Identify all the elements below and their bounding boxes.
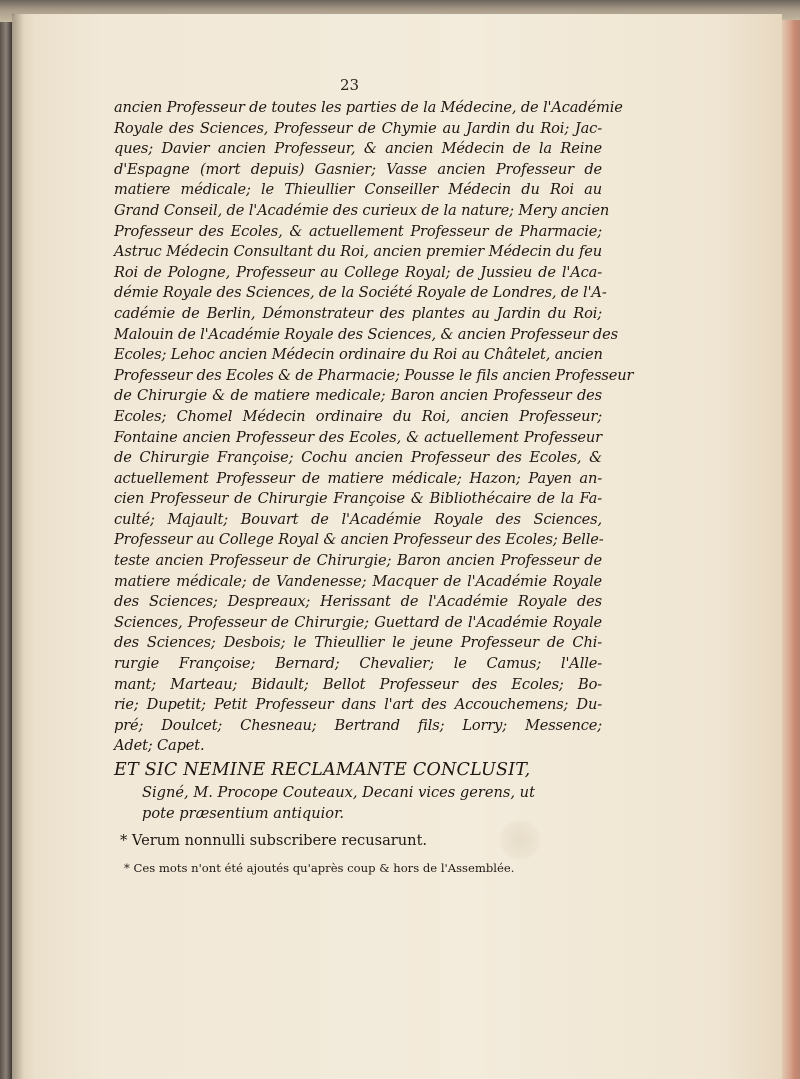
text-line: de Chirurgie & de matiere medicale; Baron ancien Professeur des <box>114 387 602 405</box>
text-line: des Sciences; Despreaux; Herissant de l'Académie Royale des <box>114 593 602 611</box>
body-text <box>114 98 634 757</box>
text-line: Roi de Pologne, Professeur au College Royal; de Jussieu de l'Aca- <box>114 263 602 281</box>
conclusion-heading: ET SIC NEMINE RECLAMANTE CONCLUSIT, <box>114 760 531 780</box>
footnote-primary: * Verum nonnulli subscribere recusarunt. <box>120 832 428 849</box>
text-line: cadémie de Berlin, Démonstrateur des plantes au Jardin du Roi; <box>114 304 602 322</box>
text-line: matiere médicale; le Thieullier Conseiller Médecin du Roi au <box>114 181 602 199</box>
text-line: mant; Marteau; Bidault; Bellot Professeur des Ecoles; Bo- <box>114 675 602 693</box>
book-gutter-shadow <box>12 14 24 1079</box>
text-line: ques; Davier ancien Professeur, & ancien Médecin de la Reine <box>114 140 602 158</box>
text-line: Professeur au College Royal & ancien Professeur des Ecoles; Belle- <box>114 531 604 549</box>
text-line: Astruc Médecin Consultant du Roi, ancien premier Médecin du feu <box>114 243 602 261</box>
signature-line: Signé, M. Procope Couteaux, Decani vices gerens, ut <box>142 784 535 801</box>
text-line: rie; Dupetit; Petit Professeur dans l'art des Accouchemens; Du- <box>114 696 602 714</box>
conclusion-block <box>114 758 602 824</box>
text-line: Professeur des Ecoles & de Pharmacie; Pousse le fils ancien Professeur <box>114 366 634 384</box>
text-line: rurgie Françoise; Bernard; Chevalier; le Camus; l'Alle- <box>114 655 602 673</box>
text-line: Royale des Sciences, Professeur de Chymie au Jardin du Roi; Jac- <box>114 119 602 137</box>
text-line: Professeur des Ecoles, & actuellement Professeur de Pharmacie; <box>114 222 602 240</box>
paper-stain <box>500 820 540 860</box>
text-line: de Chirurgie Françoise; Cochu ancien Professeur des Ecoles, & <box>114 449 602 467</box>
footnote-secondary: * Ces mots n'ont été ajoutés qu'après coup & hors de l'Assemblée. <box>124 861 515 875</box>
text-line: matiere médicale; de Vandenesse; Macquer de l'Académie Royale <box>114 572 602 590</box>
signature-line: pote præsentium antiquior. <box>142 805 345 822</box>
text-line: des Sciences; Desbois; le Thieullier le jeune Professeur de Chi- <box>114 634 602 652</box>
text-line: pré; Doulcet; Chesneau; Bertrand fils; Lorry; Messence; <box>114 716 602 734</box>
text-line: Sciences, Professeur de Chirurgie; Guettard de l'Académie Royale <box>114 613 602 631</box>
text-line: Adet; Capet. <box>114 737 205 755</box>
text-line: Fontaine ancien Professeur des Ecoles, & actuellement Professeur <box>114 428 602 446</box>
text-line: Grand Conseil, de l'Académie des curieux de la nature; Mery ancien <box>114 201 610 219</box>
text-line: démie Royale des Sciences, de la Société Royale de Londres, de l'A- <box>114 284 607 302</box>
book-fore-edge <box>782 20 800 1079</box>
text-line: ancien Professeur de toutes les parties de la Médecine, de l'Académie <box>114 99 623 116</box>
text-line: cien Professeur de Chirurgie Françoise & Bibliothécaire de la Fa- <box>114 490 602 508</box>
text-line: Ecoles; Chomel Médecin ordinaire du Roi, ancien Professeur; <box>114 407 602 425</box>
text-line: actuellement Professeur de matiere médicale; Hazon; Payen an- <box>114 469 602 487</box>
text-line: Malouin de l'Académie Royale des Sciences, & ancien Professeur des <box>114 325 618 343</box>
text-line: teste ancien Professeur de Chirurgie; Baron ancien Professeur de <box>114 552 602 570</box>
text-line: culté; Majault; Bouvart de l'Académie Royale des Sciences, <box>114 510 602 528</box>
text-line: d'Espagne (mort depuis) Gasnier; Vasse ancien Professeur de <box>114 160 602 178</box>
page-number: 23 <box>340 76 360 94</box>
text-line: Ecoles; Lehoc ancien Médecin ordinaire du Roi au Châtelet, ancien <box>114 346 603 364</box>
